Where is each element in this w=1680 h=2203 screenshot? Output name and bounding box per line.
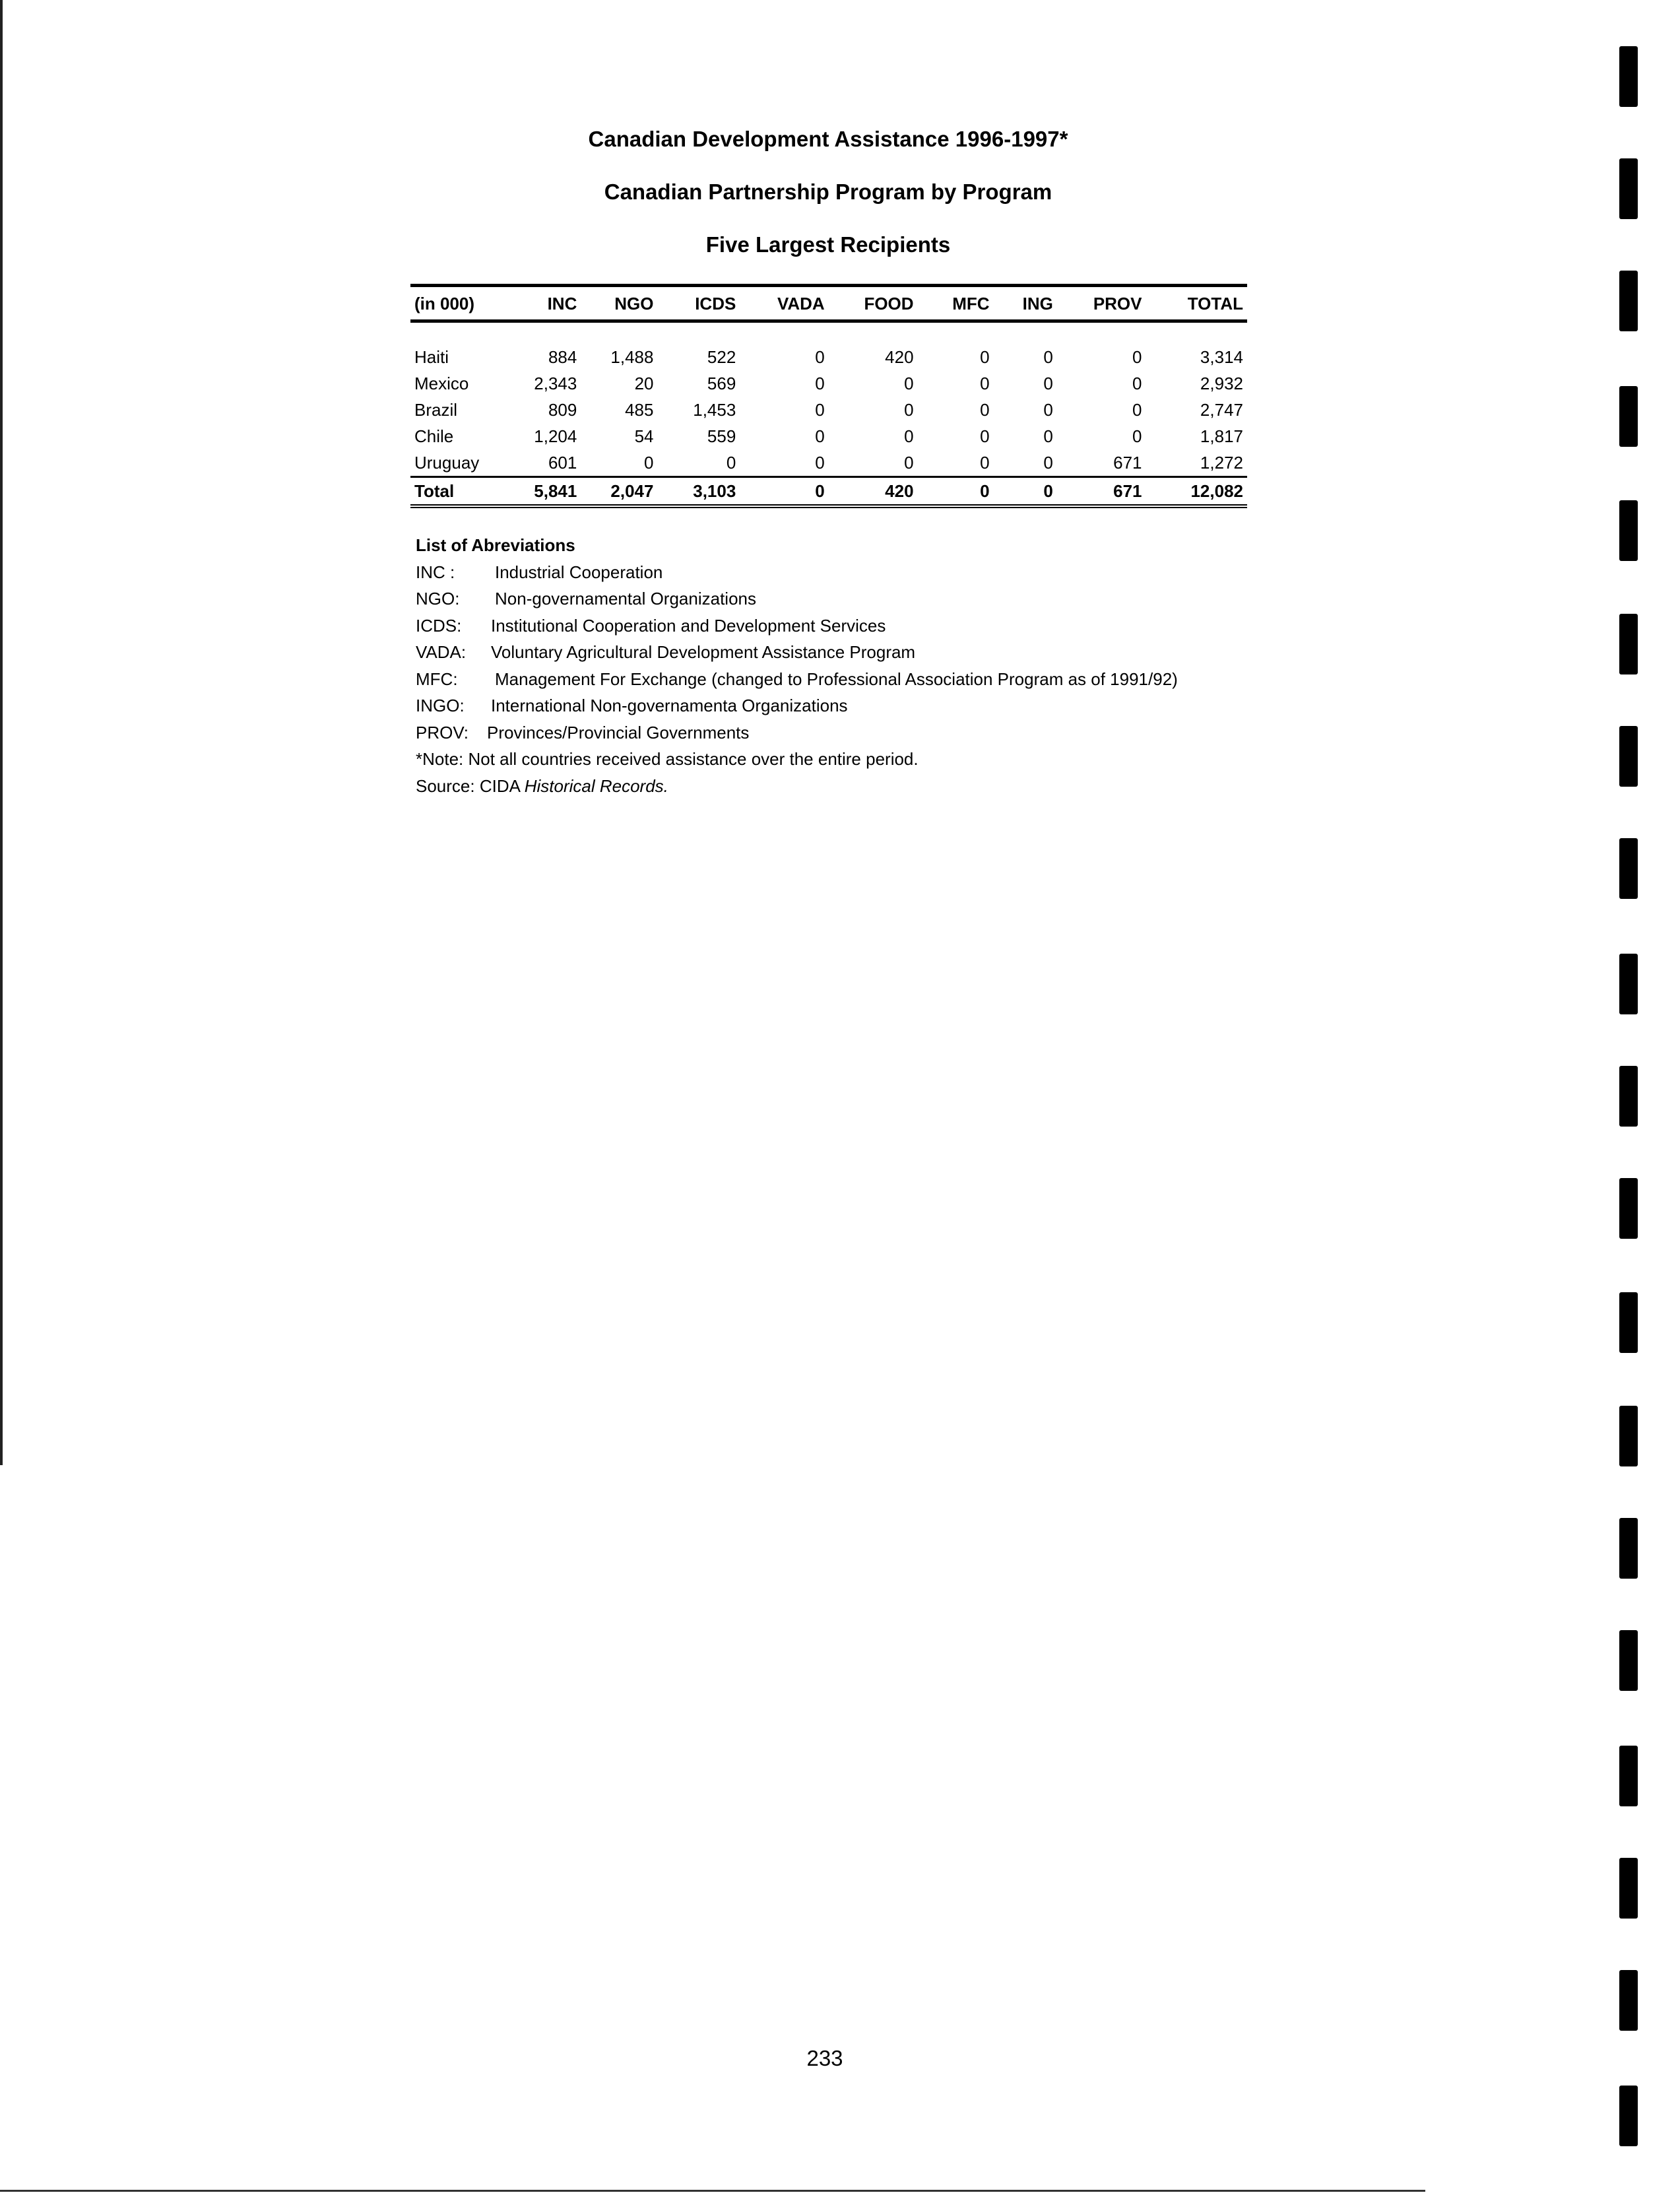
table-cell: 20: [634, 373, 654, 393]
column-header: MFC: [918, 286, 994, 321]
table-cell: 0: [1043, 399, 1053, 420]
table-cell: 2,932: [1200, 373, 1243, 393]
country-cell: Mexico: [414, 373, 469, 393]
abbreviation-item: [416, 719, 1274, 746]
table-cell: 54: [634, 426, 654, 446]
table-cell: 1,272: [1200, 452, 1243, 473]
page-left-edge: [0, 0, 3, 1465]
binding-mark: [1619, 1970, 1638, 2031]
abbreviation-item: [416, 639, 1274, 666]
table-cell: 485: [625, 399, 654, 420]
column-header: INC: [513, 286, 581, 321]
country-cell: Uruguay: [414, 452, 480, 473]
table-row: [410, 423, 1247, 449]
total-cell: 420: [829, 477, 918, 507]
table-cell: 1,204: [534, 426, 577, 446]
table-cell: 0: [980, 399, 990, 420]
binding-mark: [1619, 1066, 1638, 1127]
table-cell: 0: [904, 426, 914, 446]
binding-mark: [1619, 1630, 1638, 1691]
binding-mark: [1619, 1518, 1638, 1579]
abbreviation-value: Industrial Cooperation: [495, 562, 663, 582]
column-header: TOTAL: [1146, 286, 1248, 321]
binding-mark: [1619, 1746, 1638, 1806]
table-row: [410, 449, 1247, 477]
total-cell: 5,841: [513, 477, 581, 507]
source-line: [416, 773, 1274, 800]
table-cell: 601: [548, 452, 577, 473]
total-cell: 12,082: [1146, 477, 1248, 507]
footnote: *Note: Not all countries received assistance over the entire period.: [416, 749, 919, 769]
abbreviation-value: Institutional Cooperation and Development Services: [491, 615, 886, 636]
table-cell: 0: [1043, 426, 1053, 446]
table-cell: 1,817: [1200, 426, 1243, 446]
table-cell: 0: [815, 373, 825, 393]
country-cell: Brazil: [414, 399, 458, 420]
column-header: VADA: [740, 286, 828, 321]
binding-mark: [1619, 46, 1638, 107]
table-cell: 0: [1043, 452, 1053, 473]
table-cell: 0: [980, 426, 990, 446]
binding-mark: [1619, 954, 1638, 1014]
abbreviations-heading: List of Abreviations: [416, 535, 575, 555]
table-cell: 0: [980, 373, 990, 393]
binding-marks: [1619, 0, 1639, 2203]
table-total-row: [410, 477, 1247, 507]
abbreviation-item: [416, 612, 1274, 640]
binding-mark: [1619, 271, 1638, 331]
table-cell: 0: [815, 346, 825, 367]
table-cell: 559: [707, 426, 736, 446]
abbreviation-key: INC :: [416, 562, 455, 582]
binding-mark: [1619, 1178, 1638, 1239]
table-cell: 0: [980, 346, 990, 367]
abbreviations-list: [416, 532, 1274, 799]
document-subtitle: Canadian Partnership Program by Program: [604, 180, 1052, 204]
table-cell: 0: [815, 426, 825, 446]
binding-mark: [1619, 2086, 1638, 2146]
table-caption: Five Largest Recipients: [705, 232, 951, 257]
binding-mark: [1619, 726, 1638, 787]
table-cell: 2,343: [534, 373, 577, 393]
table-cell: 0: [1132, 426, 1142, 446]
abbreviation-item: [416, 692, 1274, 719]
table-cell: 0: [644, 452, 654, 473]
recipients-table: [410, 284, 1247, 508]
column-header: PROV: [1057, 286, 1146, 321]
table-cell: 0: [1043, 373, 1053, 393]
page-number: 233: [806, 2046, 843, 2070]
column-header: NGO: [581, 286, 657, 321]
total-cell: 671: [1057, 477, 1146, 507]
table-cell: 0: [904, 399, 914, 420]
table-cell: 809: [548, 399, 577, 420]
binding-mark: [1619, 838, 1638, 899]
binding-mark: [1619, 614, 1638, 674]
abbreviation-item: [416, 666, 1274, 693]
abbreviation-value: Management For Exchange (changed to Professional Association Program as of 1991/92): [495, 669, 1178, 689]
table-cell: 671: [1113, 452, 1142, 473]
total-cell: 0: [994, 477, 1057, 507]
table-cell: 3,314: [1200, 346, 1243, 367]
source-title: Historical Records.: [524, 775, 668, 796]
table-header-row: [410, 286, 1247, 321]
table-cell: 0: [1132, 346, 1142, 367]
abbreviation-value: International Non-governamenta Organizations: [491, 696, 848, 715]
column-header: (in 000): [410, 286, 513, 321]
document-title: Canadian Development Assistance 1996-1997*: [588, 127, 1068, 151]
table-cell: 0: [726, 452, 736, 473]
abbreviation-item: [416, 559, 1274, 586]
table-cell: 420: [885, 346, 914, 367]
abbreviation-key: NGO:: [416, 589, 460, 608]
abbreviation-key: ICDS:: [416, 615, 462, 636]
column-header: ING: [994, 286, 1057, 321]
abbreviation-value: Provinces/Provincial Governments: [487, 722, 750, 742]
table-cell: 0: [980, 452, 990, 473]
binding-mark: [1619, 386, 1638, 447]
table-cell: 2,747: [1200, 399, 1243, 420]
country-cell: Chile: [414, 426, 454, 446]
table-spacer-row: [410, 321, 1247, 345]
abbreviation-item: [416, 585, 1274, 612]
source-prefix: Source: CIDA: [416, 775, 525, 796]
table-cell: 884: [548, 346, 577, 367]
abbreviation-value: Non-governamental Organizations: [495, 589, 756, 608]
binding-mark: [1619, 158, 1638, 219]
country-cell: Haiti: [414, 346, 449, 367]
table-cell: 0: [904, 373, 914, 393]
abbreviation-key: MFC:: [416, 669, 458, 689]
abbreviation-key: PROV:: [416, 722, 468, 742]
table-cell: 0: [1132, 373, 1142, 393]
total-label-cell: Total: [410, 477, 513, 507]
table-cell: 569: [707, 373, 736, 393]
binding-mark: [1619, 1406, 1638, 1466]
table-cell: 1,453: [693, 399, 736, 420]
table-cell: 0: [815, 452, 825, 473]
total-cell: 0: [918, 477, 994, 507]
table-cell: 0: [1132, 399, 1142, 420]
column-header: ICDS: [657, 286, 740, 321]
binding-mark: [1619, 500, 1638, 561]
total-cell: 3,103: [657, 477, 740, 507]
page-bottom-edge: [0, 2190, 1425, 2192]
total-cell: 2,047: [581, 477, 657, 507]
table-row: [410, 344, 1247, 370]
abbreviation-key: VADA:: [416, 642, 467, 662]
abbreviation-value: Voluntary Agricultural Development Assistance Program: [491, 642, 916, 662]
binding-mark: [1619, 1292, 1638, 1353]
table-row: [410, 370, 1247, 397]
column-header: FOOD: [829, 286, 918, 321]
table-row: [410, 397, 1247, 423]
table-cell: 1,488: [610, 346, 654, 367]
abbreviation-key: INGO:: [416, 696, 465, 715]
table-cell: 522: [707, 346, 736, 367]
binding-mark: [1619, 1858, 1638, 1919]
table-cell: 0: [904, 452, 914, 473]
total-cell: 0: [740, 477, 828, 507]
table-cell: 0: [815, 399, 825, 420]
table-cell: 0: [1043, 346, 1053, 367]
